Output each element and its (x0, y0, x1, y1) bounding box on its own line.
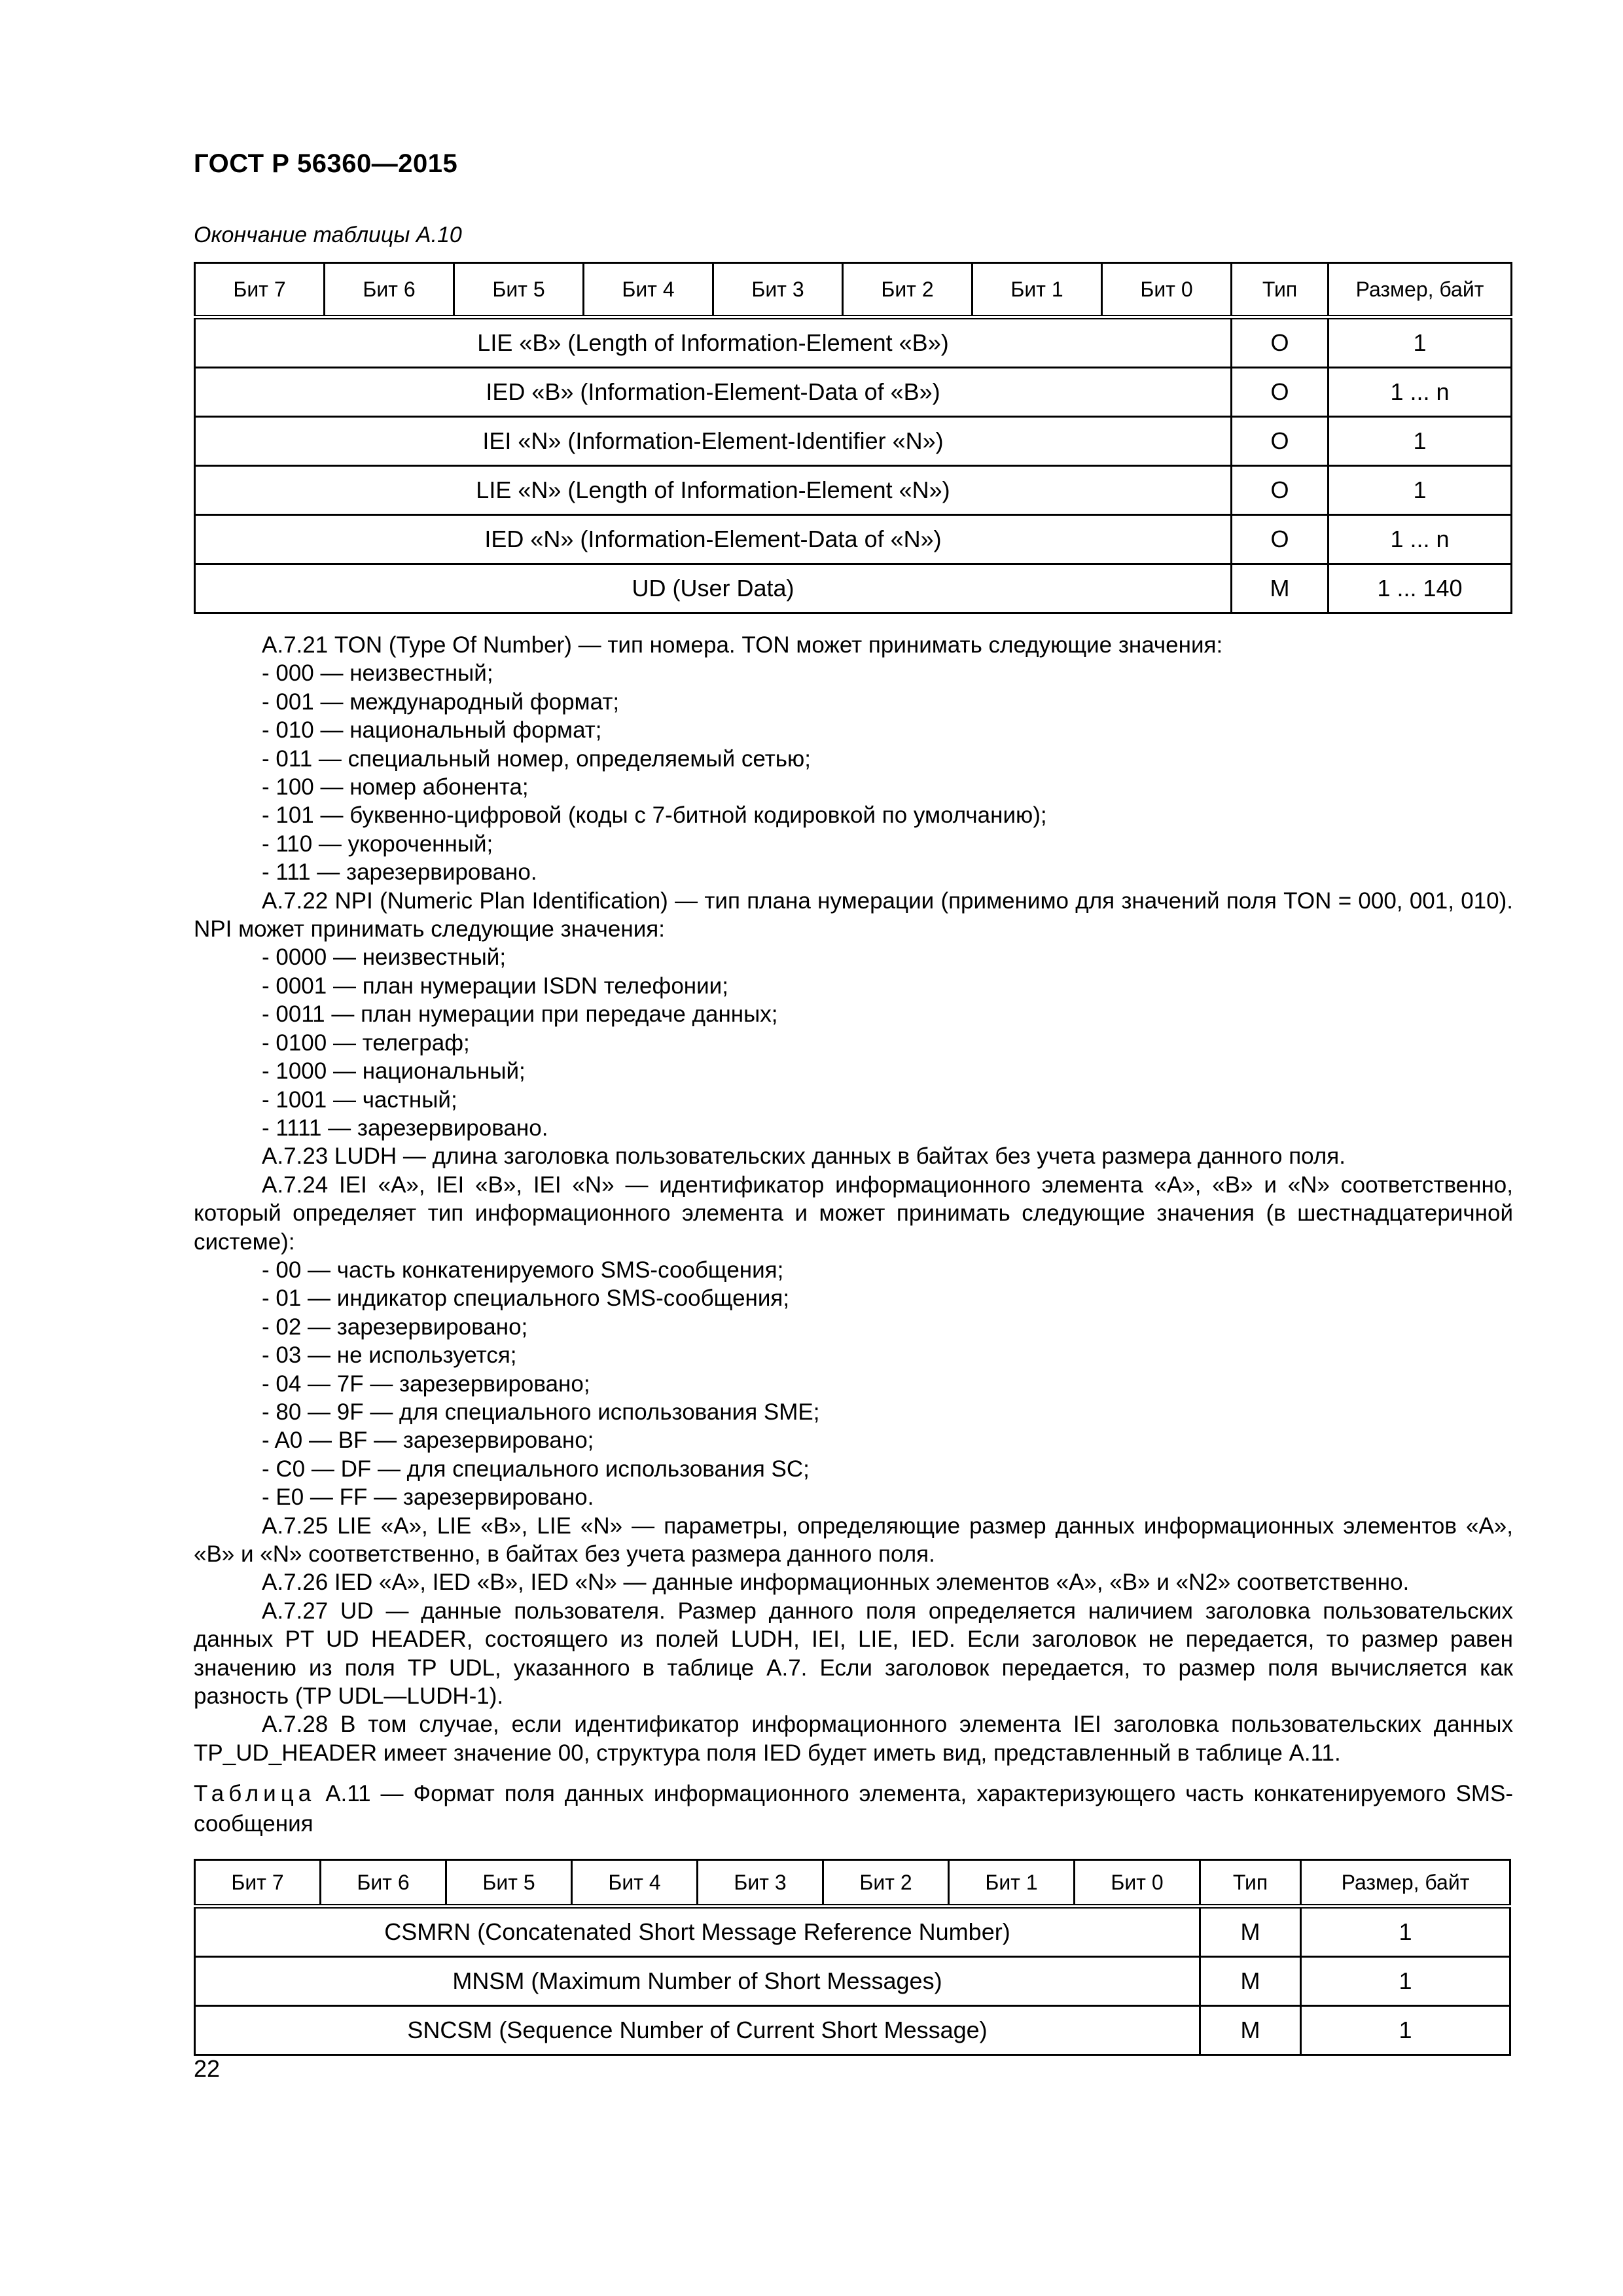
list-item: - 1001 — частный; (262, 1086, 457, 1113)
list-item: - 010 — национальный формат; (262, 717, 602, 744)
table-a10-size-cell: 1 (1329, 417, 1512, 466)
list-item: - 0000 — неизвестный; (262, 944, 507, 971)
table-a10-header-cell: Бит 2 (843, 263, 972, 317)
table-a11-header-cell: Бит 0 (1075, 1860, 1200, 1907)
list-item: - 000 — неизвестный; (262, 660, 493, 687)
table-a10-field-cell: IED «В» (Information-Element-Data of «В») (195, 368, 1232, 417)
table-a11-header-cell: Бит 3 (698, 1860, 823, 1907)
table-a10-field-cell: LIE «В» (Length of Information-Element «В») (195, 317, 1232, 368)
table-a10-header-cell: Бит 4 (584, 263, 713, 317)
list-item: - 80 — 9F — для специального использования SME; (262, 1399, 820, 1425)
table-a11-row (195, 1957, 1510, 2006)
table-a10-header-cell: Бит 6 (325, 263, 454, 317)
table-a10-header-cell: Бит 5 (454, 263, 584, 317)
table-a11-field-cell: MNSM (Maximum Number of Short Messages) (195, 1957, 1200, 2006)
table-a11-size-cell: 1 (1301, 2006, 1510, 2055)
table-a10-type-cell: O (1232, 417, 1329, 466)
list-item: - 1000 — национальный; (262, 1058, 526, 1085)
table-a10-row (195, 466, 1512, 515)
table-a10-size-cell: 1 ... n (1329, 515, 1512, 564)
table-a11-size-cell: 1 (1301, 1907, 1510, 1957)
list-item: - 00 — часть конкатенируемого SMS-сообщения; (262, 1257, 784, 1283)
list-item: - 1111 — зарезервировано. (262, 1115, 548, 1141)
list-item: - 04 — 7F — зарезервировано; (262, 1371, 590, 1397)
table-a11-type-cell: M (1200, 2006, 1301, 2055)
table-a10-header-cell: Бит 1 (972, 263, 1102, 317)
paragraph: А.7.27 UD — данные пользователя. Размер данного поля определяется наличием заголовка пользовательских данных PT UD HEADER, состоящего из полей LUDH, IEI, LIE, IED. Если заголовок не передается, то размер равен значению из поля TP UDL, указанного в таблице А.7. Если заголовок передается, то размер поля вычисляется как разность (TP UDL—LUDH-1). (194, 1598, 1513, 1710)
table-a10-field-cell: IEI «N» (Information-Element-Identifier «N») (195, 417, 1232, 466)
table-a11-header-cell: Бит 4 (572, 1860, 698, 1907)
table-a11-header-cell: Бит 1 (949, 1860, 1075, 1907)
table-a11-type-cell: M (1200, 1957, 1301, 2006)
table-a10-header-cell: Размер, байт (1329, 263, 1512, 317)
list-item: - 001 — международный формат; (262, 689, 620, 715)
table-a11-field-cell: SNCSM (Sequence Number of Current Short Message) (195, 2006, 1200, 2055)
table-a10-type-cell: O (1232, 317, 1329, 368)
table-a10-size-cell: 1 ... n (1329, 368, 1512, 417)
table-a10 (194, 262, 1512, 614)
table-a10-type-cell: M (1232, 564, 1329, 613)
table-a10-row (195, 317, 1512, 368)
table-a11-type-cell: M (1200, 1907, 1301, 1957)
table-a10-row (195, 515, 1512, 564)
table-a10-field-cell: UD (User Data) (195, 564, 1232, 613)
paragraph: А.7.25 LIE «А», LIE «В», LIE «N» — параметры, определяющие размер данных информационных элементов «А», «В» и «N» соответственно, в байтах без учета размера данного поля. (194, 1513, 1513, 1567)
list-item: - 111 — зарезервировано. (262, 859, 537, 886)
list-item: - 0011 — план нумерации при передаче данных; (262, 1001, 778, 1028)
table-a10-size-cell: 1 ... 140 (1329, 564, 1512, 613)
list-item: - 0100 — телеграф; (262, 1030, 470, 1056)
table-a11-row (195, 2006, 1510, 2055)
table-a10-type-cell: O (1232, 515, 1329, 564)
list-item: - 100 — номер абонента; (262, 774, 529, 800)
table-a10-type-cell: O (1232, 466, 1329, 515)
table-a11-header-cell: Бит 6 (321, 1860, 446, 1907)
list-item: - 03 — не используется; (262, 1342, 517, 1369)
paragraph: А.7.24 IEI «А», IEI «В», IEI «N» — идентификатор информационного элемента «А», «В» и «N» соответственно, который определяет тип информационного элемента и может принимать следующие значения (в шестнадцатеричной системе): (194, 1172, 1513, 1255)
table-a11-title: А.11 — Формат поля данных информационного элемента, характеризующего часть конкатенируемого SMS-сообщения (194, 1781, 1513, 1837)
list-item: - 110 — укороченный; (262, 831, 493, 857)
table-a11 (194, 1859, 1511, 2056)
list-item: - 011 — специальный номер, определяемый сетью; (262, 745, 811, 772)
table-a11-header-cell: Бит 5 (446, 1860, 572, 1907)
table-a10-field-cell: IED «N» (Information-Element-Data of «N») (195, 515, 1232, 564)
paragraph: А.7.23 LUDH — длина заголовка пользовательских данных в байтах без учета размера данного поля. (262, 1143, 1346, 1170)
table-a11-header-cell: Бит 2 (823, 1860, 949, 1907)
table-a11-row (195, 1907, 1510, 1957)
table-a10-size-cell: 1 (1329, 466, 1512, 515)
page-number: 22 (194, 2055, 221, 2082)
table-a10-header-cell: Бит 0 (1102, 263, 1232, 317)
list-item: - A0 — BF — зарезервировано; (262, 1427, 594, 1454)
table-a10-row (195, 417, 1512, 466)
table-a10-header-row (195, 263, 1512, 317)
list-item: - 0001 — план нумерации ISDN телефонии; (262, 973, 728, 999)
paragraph: А.7.28 В том случае, если идентификатор информационного элемента IEI заголовка пользовательских данных TP_UD_HEADER имеет значение 00, структура поля IED будет иметь вид, представленный в таблице А.11. (194, 1712, 1513, 1766)
table-a11-field-cell: CSMRN (Concatenated Short Message Reference Number) (195, 1907, 1200, 1957)
table-a11-size-cell: 1 (1301, 1957, 1510, 2006)
paragraph: А.7.21 TON (Type Of Number) — тип номера. TON может принимать следующие значения: (262, 632, 1223, 658)
table-a11-header-cell: Бит 7 (195, 1860, 321, 1907)
paragraph: А.7.26 IED «А», IED «В», IED «N» — данные информационных элементов «А», «В» и «N2» соответственно. (262, 1570, 1410, 1596)
table-a10-header-cell: Бит 3 (713, 263, 843, 317)
table-a10-row (195, 564, 1512, 613)
table-a10-header-cell: Бит 7 (195, 263, 325, 317)
paragraph: А.7.22 NPI (Numeric Plan Identification) — тип плана нумерации (применимо для значений поля TON = 000, 001, 010). NPI может принимать следующие значения: (194, 888, 1513, 942)
list-item: - 01 — индикатор специального SMS-сообщения; (262, 1285, 790, 1312)
list-item: - 101 — буквенно-цифровой (коды с 7-битной кодировкой по умолчанию); (262, 802, 1047, 829)
table-a10-type-cell: O (1232, 368, 1329, 417)
document-code: ГОСТ Р 56360—2015 (194, 149, 458, 178)
body-text (194, 631, 1513, 1767)
table-a11-caption (194, 1779, 1513, 1839)
list-item: - C0 — DF — для специального использования SC; (262, 1456, 810, 1482)
table-a10-size-cell: 1 (1329, 317, 1512, 368)
table-a10-row (195, 368, 1512, 417)
table-a10-header-cell: Тип (1232, 263, 1329, 317)
table-a11-label: Таблица (194, 1781, 316, 1806)
table-a11-header-row (195, 1860, 1510, 1907)
table-a11-header-cell: Тип (1200, 1860, 1301, 1907)
table-a10-field-cell: LIE «N» (Length of Information-Element «N») (195, 466, 1232, 515)
list-item: - E0 — FF — зарезервировано. (262, 1484, 594, 1511)
table-a11-header-cell: Размер, байт (1301, 1860, 1510, 1907)
list-item: - 02 — зарезервировано; (262, 1314, 528, 1340)
table-a10-caption: Окончание таблицы А.10 (194, 223, 462, 247)
